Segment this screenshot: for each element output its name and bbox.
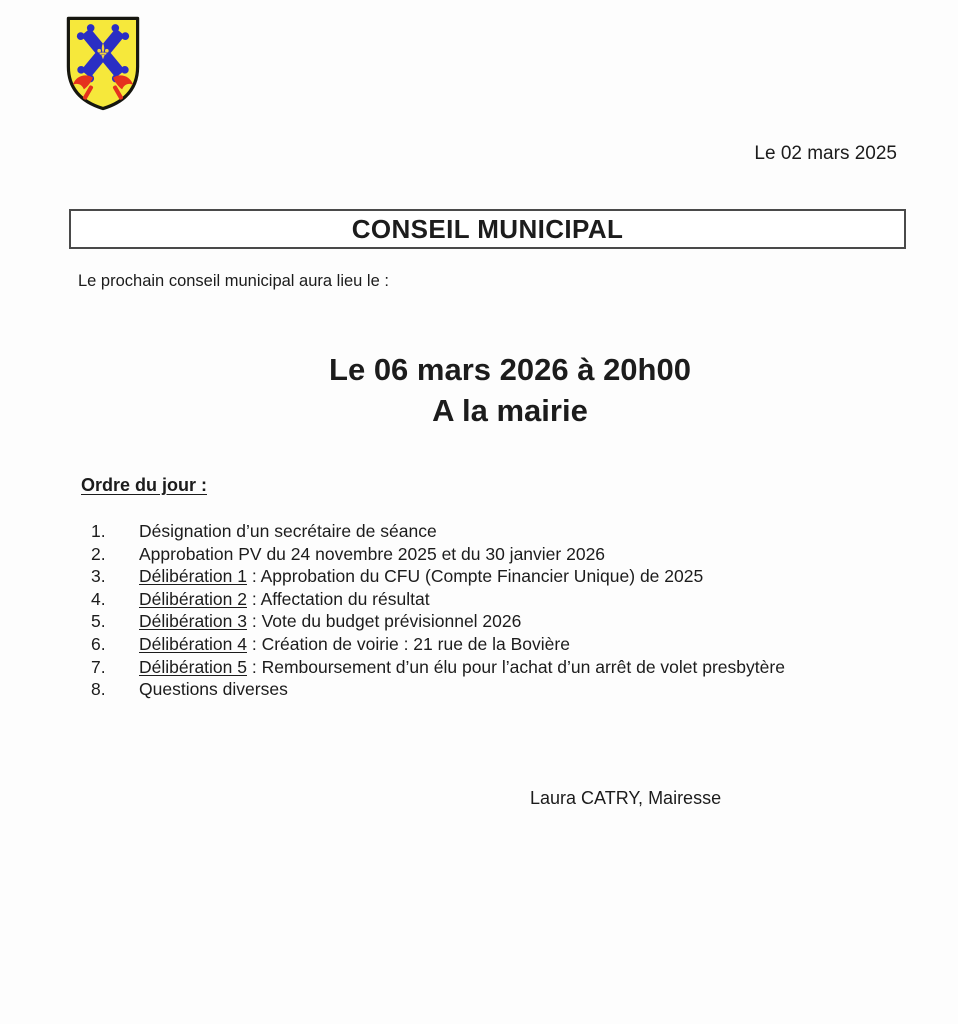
item-text-wrap (139, 610, 521, 633)
item-text: Désignation d’un secrétaire de séance (139, 521, 437, 541)
item-text-wrap (139, 656, 785, 679)
item-number: 2. (91, 543, 106, 564)
agenda-item (91, 656, 901, 679)
agenda-item (91, 633, 901, 656)
deliberation-label: Délibération 1 (139, 566, 247, 587)
meeting-announcement (120, 349, 900, 431)
shield-field (68, 18, 137, 108)
title-box (69, 209, 906, 249)
item-text-wrap (139, 565, 703, 588)
coat-of-arms-icon (62, 11, 144, 115)
agenda-item (91, 565, 901, 588)
item-number: 3. (91, 566, 106, 587)
item-text: Questions diverses (139, 679, 288, 700)
agenda-item (91, 678, 901, 701)
item-number: 5. (91, 611, 106, 632)
item-text: : Affectation du résultat (246, 588, 430, 609)
agenda-list (91, 520, 901, 701)
meeting-location: A la mairie (432, 393, 588, 428)
item-text-wrap (139, 520, 437, 543)
item-number: 8. (91, 679, 106, 700)
item-text-wrap (139, 588, 430, 611)
item-number: 6. (91, 633, 106, 654)
item-text: : Création de voirie : 21 rue de la Bovière (246, 633, 570, 654)
deliberation-label: Délibération 2 (139, 588, 247, 609)
item-text-wrap (139, 543, 605, 566)
document-title: CONSEIL MUNICIPAL (351, 213, 624, 244)
item-number: 7. (91, 656, 106, 677)
item-text: : Approbation du CFU (Compte Financier Unique) de 2025 (246, 566, 704, 587)
item-text: Approbation PV du 24 novembre 2025 et du 30 janvier 2026 (139, 543, 606, 564)
deliberation-label: Délibération 5 (139, 656, 247, 677)
document-date: Le 02 mars 2025 (754, 143, 897, 164)
meeting-datetime: Le 06 mars 2026 à 20h00 (329, 352, 691, 387)
item-number: 4. (91, 588, 106, 609)
agenda-heading: Ordre du jour : (81, 475, 207, 495)
signature-line: Laura CATRY, Mairesse (530, 788, 722, 808)
agenda-item (91, 520, 901, 543)
item-text: : Vote du budget prévisionnel 2026 (246, 611, 522, 632)
item-text-wrap (139, 678, 288, 701)
item-text: : Remboursement d’un élu pour l’achat d’un arrêt de volet presbytère (246, 656, 785, 677)
item-text-wrap (139, 633, 570, 656)
agenda-item (91, 543, 901, 566)
agenda-item (91, 610, 901, 633)
item-number: 1. (91, 521, 106, 541)
intro-text: Le prochain conseil municipal aura lieu le : (78, 272, 389, 290)
deliberation-label: Délibération 3 (139, 611, 247, 632)
deliberation-label: Délibération 4 (139, 633, 247, 654)
agenda-item (91, 588, 901, 611)
